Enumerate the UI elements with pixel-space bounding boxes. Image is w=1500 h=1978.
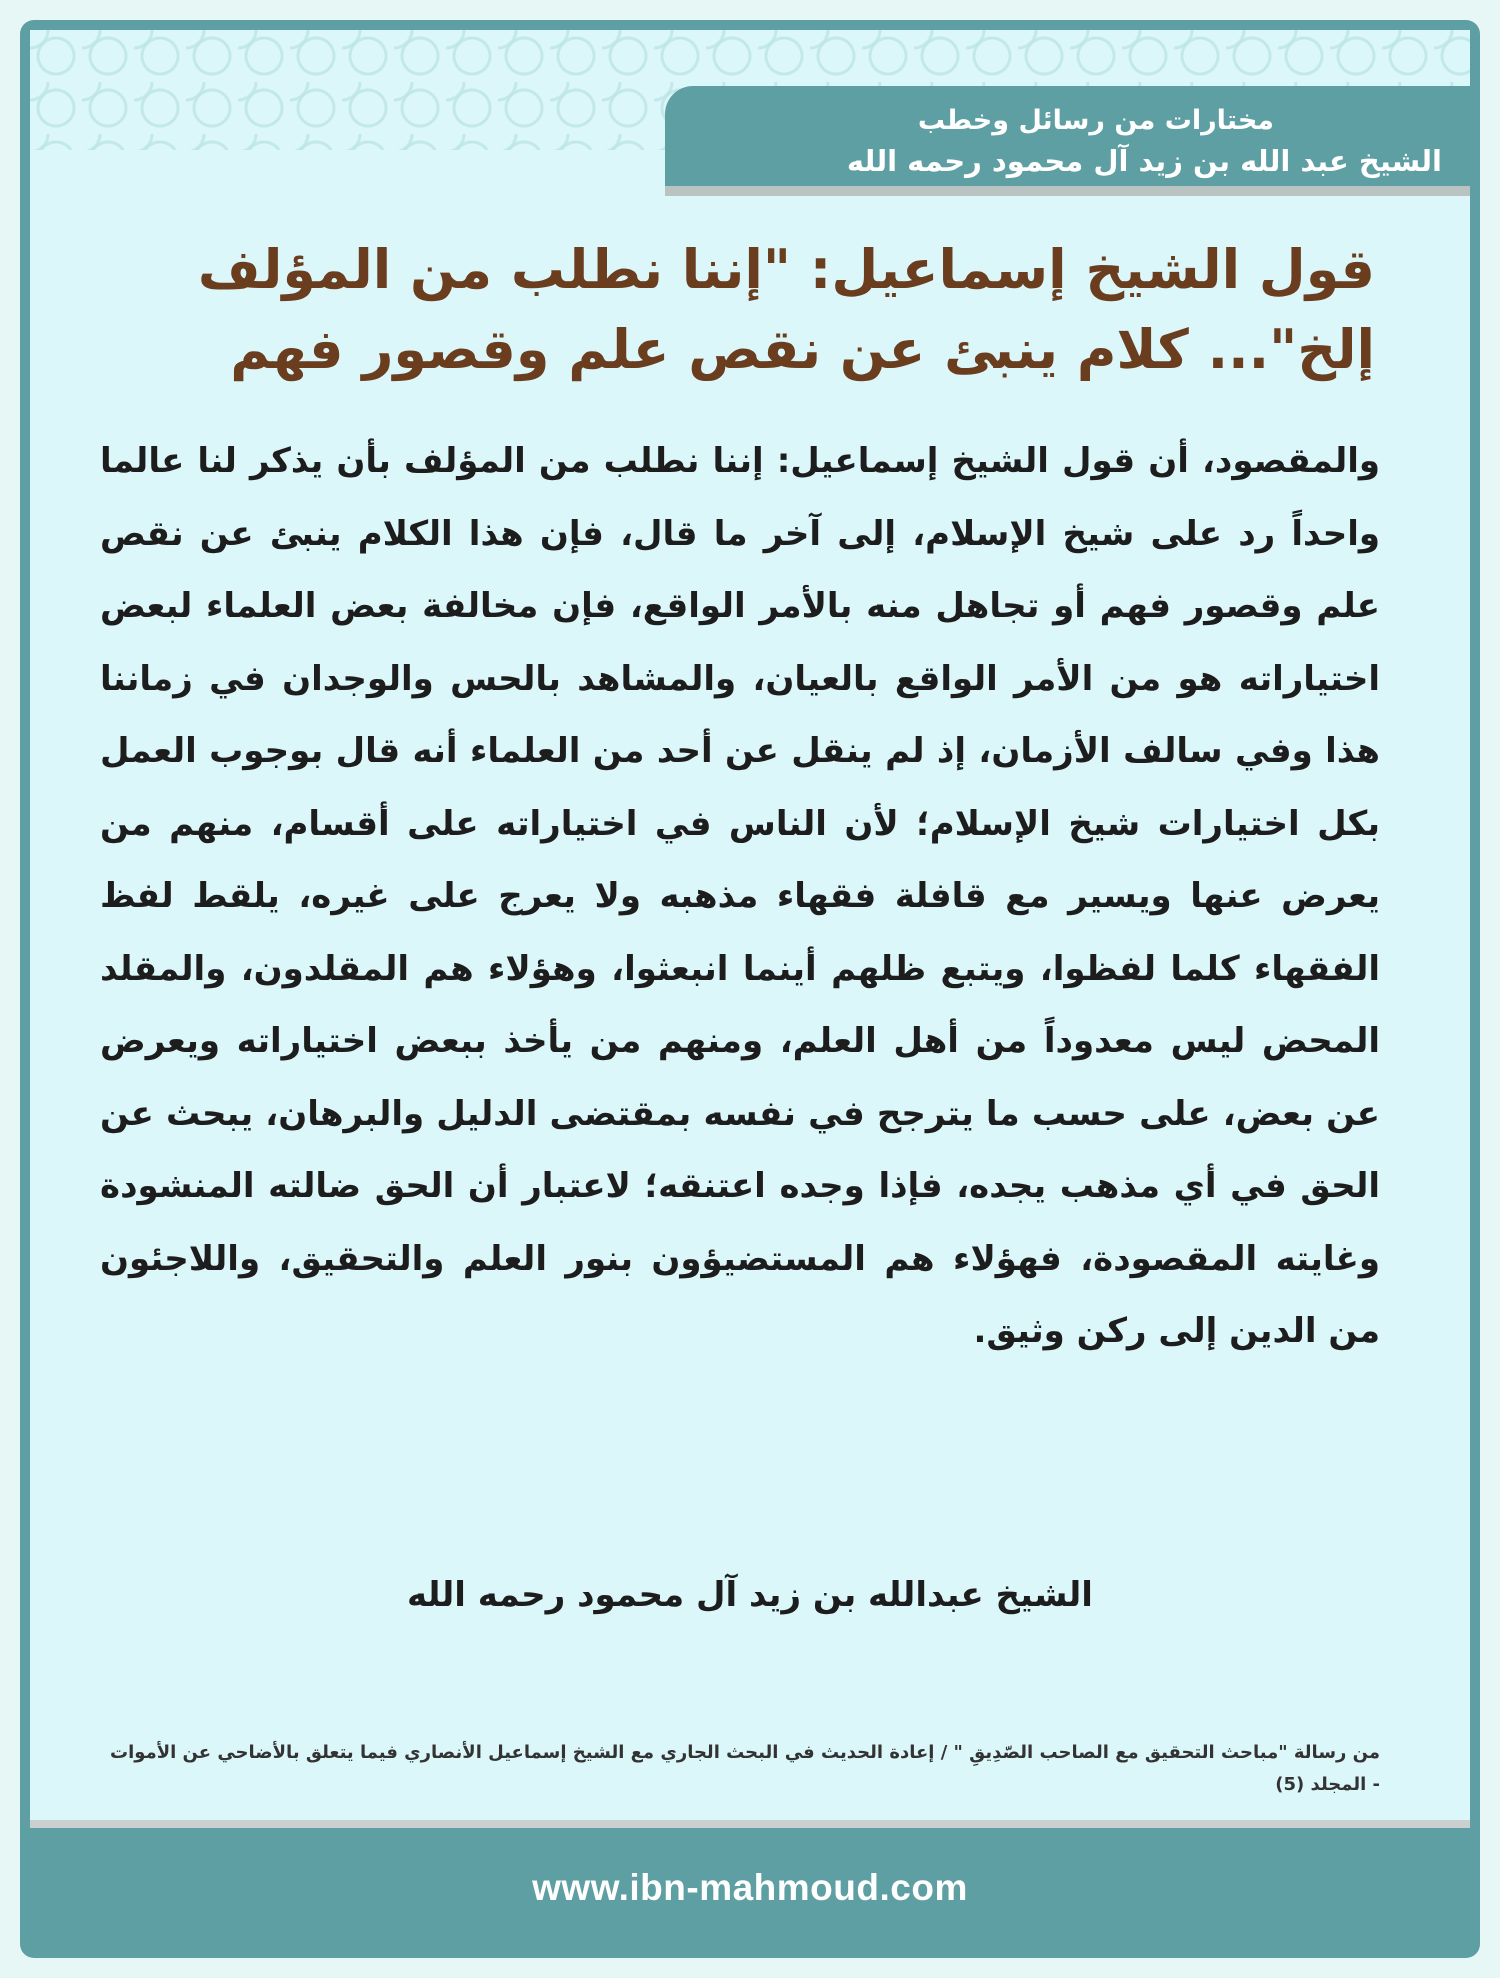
author-signature: الشيخ عبدالله بن زيد آل محمود رحمه الله [407, 1575, 1093, 1615]
footer-band [30, 1828, 1470, 1948]
website-link[interactable]: www.ibn-mahmoud.com [532, 1867, 968, 1908]
source-citation: من رسالة "مباحث التحقيق مع الصاحب الصّدِيقِ " / إعادة الحديث في البحث الجاري مع الشيخ إسماعيل الأنصاري فيما يتعلق بالأضاحي عن الأموات - المجلد (5) [110, 1742, 1380, 1795]
page-frame [20, 20, 1480, 1958]
header-series-title: مختارات من رسائل وخطب [917, 105, 1274, 136]
header-author-name: الشيخ عبد الله بن زيد آل محمود رحمه الله [846, 144, 1442, 178]
header-band [665, 86, 1470, 196]
article-body: والمقصود، أن قول الشيخ إسماعيل: إننا نطلب من المؤلف بأن يذكر لنا عالما واحداً رد على شيخ الإسلام، إلى آخر ما قال، فإن هذا الكلام ينبئ عن نقص علم وقصور فهم أو تجاهل منه بالأمر الواقع، فإن مخالفة بعض العلماء لبعض اختياراته هو من الأمر الواقع بالعيان، والمشاهد بالحس والوجدان في زماننا هذا وفي سالف الأزمان، إذ لم ينقل عن أحد من العلماء أنه قال بوجوب العمل بكل اختيارات شيخ الإسلام؛ لأن الناس في اختياراته على أقسام، منهم من يعرض عنها ويسير مع قافلة فقهاء مذهبه ولا يعرج على غيره، يلقط لفظ الفقهاء كلما لفظوا، ويتبع ظلهم أينما انبعثوا، وهؤلاء هم المقلدون، والمقلد المحض ليس معدوداً من أهل العلم، ومنهم من يأخذ ببعض اختياراته ويعرض عن بعض، على حسب ما يترجح في نفسه بمقتضى الدليل والبرهان، يبحث عن الحق في أي مذهب يجده، فإذا وجده اعتنقه؛ لاعتبار أن الحق ضالته المنشودة وغايته المقصودة، فهؤلاء هم المستضيؤون بنور العلم والتحقيق، واللاجئون من الدين إلى ركن وثيق. [100, 441, 1380, 1351]
article-title: قول الشيخ إسماعيل: "إننا نطلب من المؤلف إلخ"... كلام ينبئ عن نقص علم وقصور فهم [197, 238, 1375, 381]
footer-divider [30, 1820, 1470, 1828]
